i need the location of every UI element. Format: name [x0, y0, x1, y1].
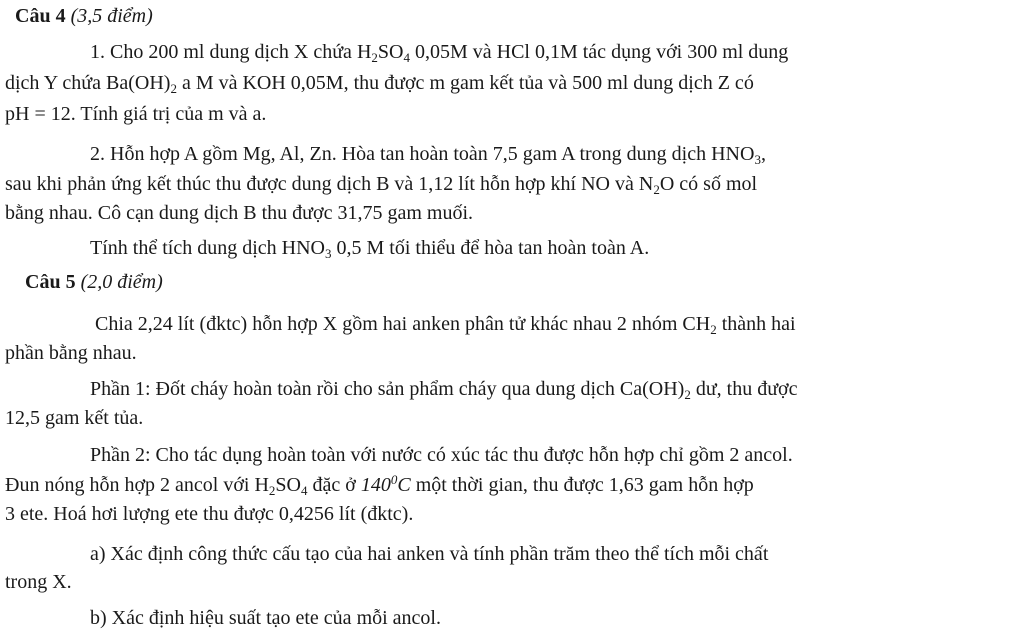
q5-intro-line-2 — [5, 341, 137, 365]
text: Đun nóng hỗn hợp 2 ancol với — [5, 474, 255, 496]
subscript: 2 — [684, 387, 691, 402]
formula: Ba(OH) — [106, 72, 171, 94]
question-4-heading — [15, 4, 153, 28]
text: dư, thu được — [690, 378, 798, 400]
text: trong X. — [5, 571, 72, 593]
formula: HNO — [711, 143, 755, 165]
q5-part2-line-2 — [5, 473, 754, 497]
subscript: 3 — [754, 152, 761, 167]
formula: HNO — [281, 237, 325, 259]
q5-question-a-line-2 — [5, 570, 72, 594]
question-4-points: (3,5 điểm) — [65, 5, 153, 27]
formula: H — [356, 41, 372, 63]
formula: O — [659, 173, 675, 195]
subscript: 2 — [268, 483, 276, 498]
q5-question-b-line-1 — [90, 606, 441, 630]
text: đặc ở — [307, 474, 361, 496]
temperature-unit: C — [397, 474, 411, 496]
text: Chia 2,24 lít (đktc) hỗn hợp X gồm hai anken phân tử khác nhau 2 nhóm — [95, 313, 683, 335]
subscript: 4 — [403, 50, 410, 65]
formula: Ca(OH) — [619, 378, 685, 400]
text: 2. Hỗn hợp A gồm Mg, Al, Zn. Hòa tan hoàn toàn 7,5 gam A trong dung dịch — [90, 143, 712, 165]
q5-part2-line-1 — [90, 443, 793, 467]
text: sau khi phản ứng kết thúc thu được dung dịch B và 1,12 lít hỗn hợp khí NO và — [5, 173, 639, 195]
q4-p2-line-3 — [5, 201, 473, 225]
q4-p1-line-1 — [90, 40, 788, 64]
text: pH = 12. Tính giá trị của m và a. — [5, 103, 267, 125]
superscript: 0 — [390, 472, 398, 487]
q4-p2-line-2 — [5, 172, 757, 196]
text: một thời gian, thu được 1,63 gam hỗn hợp — [410, 474, 754, 496]
subscript: 4 — [301, 483, 308, 498]
q5-part1-line-1 — [90, 377, 798, 401]
q5-question-a-line-1 — [90, 542, 768, 566]
subscript: 3 — [324, 246, 332, 261]
text: 0,05M và HCl 0,1M tác dụng với 300 ml dung — [409, 41, 789, 63]
text: dịch Y chứa — [5, 72, 106, 94]
formula: SO — [275, 474, 301, 496]
formula: H — [254, 474, 269, 496]
question-5-heading — [25, 270, 163, 294]
subscript: 2 — [371, 50, 378, 65]
q5-intro-line-1 — [95, 312, 796, 336]
text: a M và KOH 0,05M, thu được m gam kết tủa và 500 ml dung dịch Z có — [176, 72, 754, 94]
q4-p2-line-4 — [90, 236, 649, 260]
formula: CH — [682, 313, 711, 335]
formula: SO — [377, 41, 404, 63]
subscript: 2 — [710, 322, 717, 337]
text: Phần 2: Cho tác dụng hoàn toàn với nước có xúc tác thu được hỗn hợp chỉ gồm 2 ancol. — [90, 444, 793, 466]
text: 1. Cho 200 ml dung dịch X chứa — [90, 41, 357, 63]
text: , — [760, 143, 766, 165]
formula: N — [638, 173, 654, 195]
q5-part1-line-2 — [5, 406, 143, 430]
text: thành hai — [716, 313, 796, 335]
q4-p1-line-3 — [5, 102, 266, 126]
text: có số mol — [674, 173, 758, 195]
text: 12,5 gam kết tủa. — [5, 407, 144, 429]
text: a) Xác định công thức cấu tạo của hai anken và tính phần trăm theo thể tích mỗi chất — [90, 543, 769, 565]
q4-p2-line-1 — [90, 142, 766, 166]
text: Phần 1: Đốt cháy hoàn toàn rồi cho sản phẩm cháy qua dung dịch — [90, 378, 620, 400]
question-5-title: Câu 5 — [25, 271, 76, 293]
text: 3 ete. Hoá hơi lượng ete thu được 0,4256 lít (đktc). — [5, 503, 414, 525]
subscript: 2 — [170, 81, 177, 96]
text: phần bằng nhau. — [5, 342, 137, 364]
subscript: 2 — [653, 182, 660, 197]
q5-part2-line-3 — [5, 502, 413, 526]
text: b) Xác định hiệu suất tạo ete của mỗi ancol. — [90, 607, 441, 629]
q4-p1-line-2 — [5, 71, 754, 95]
question-5-points: (2,0 điểm) — [75, 271, 163, 293]
temperature: 140 — [360, 474, 391, 496]
text: Tính thể tích dung dịch — [90, 237, 282, 259]
text: 0,5 M tối thiểu để hòa tan hoàn toàn A. — [331, 237, 650, 259]
text: bằng nhau. Cô cạn dung dịch B thu được 31,75 gam muối. — [5, 202, 474, 224]
question-4-title: Câu 4 — [15, 5, 66, 27]
